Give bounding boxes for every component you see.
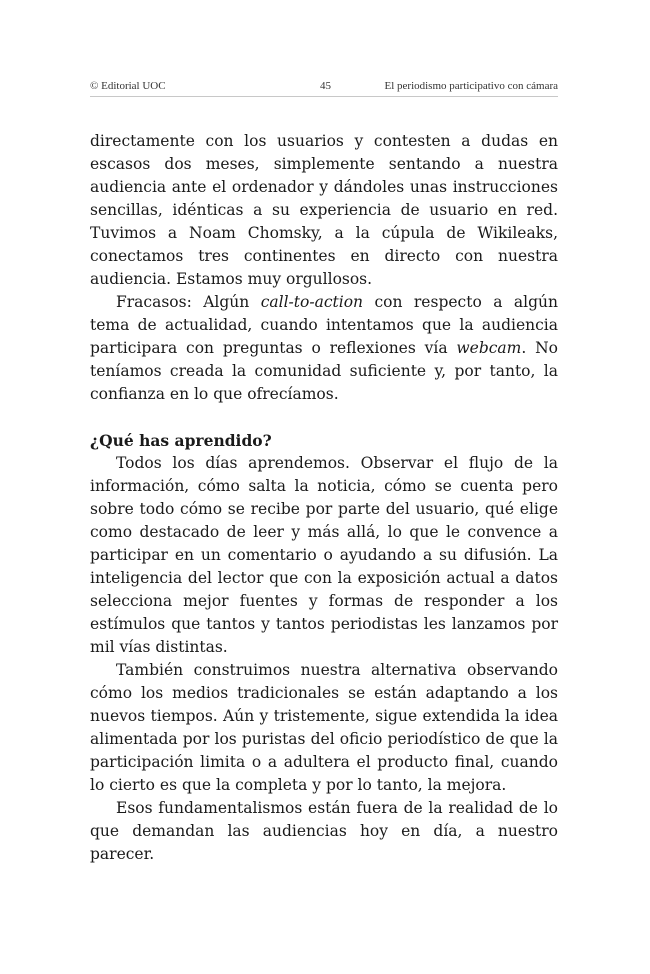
paragraph-fracasos-part-e: . No teníamos creada la comunidad suficiente y, por tanto, la confianza en lo que ofrecíamos. bbox=[90, 339, 559, 403]
body-text bbox=[90, 130, 558, 866]
running-header bbox=[90, 80, 558, 96]
section-spacer bbox=[90, 406, 558, 429]
section-heading: ¿Qué has aprendido? bbox=[90, 431, 272, 450]
paragraph-fracasos bbox=[90, 291, 558, 406]
call-to-action-term: call-to-action bbox=[260, 293, 364, 311]
page-number: 45 bbox=[320, 80, 331, 92]
publisher-label: © Editorial UOC bbox=[90, 80, 166, 92]
paragraph-fracasos-part-c: con respecto a algún tema de actualidad, cuando intentamos que la audiencia participara con preguntas o reflexiones vía bbox=[90, 293, 558, 357]
paragraph-alternativa: También construimos nuestra alternativa observando cómo los medios tradicionales se están adaptando a los nuevos tiempos. Aún y tristemente, sigue extendida la idea alimentada por los puristas del oficio periodístico de que la participación limita o a adultera el producto final, cuando lo cierto es que la completa y por lo tanto, la mejora. bbox=[90, 661, 558, 794]
chapter-title: El periodismo participativo con cámara bbox=[384, 80, 558, 92]
header-divider bbox=[90, 96, 558, 97]
paragraph-fracasos-part-a: Fracasos: Algún bbox=[116, 293, 261, 311]
paragraph-continued: directamente con los usuarios y contesten a dudas en escasos dos meses, simplemente sentando a nuestra audiencia ante el ordenador y dándoles unas instrucciones sencillas, idénticas a su experiencia de usuario en red. Tuvimos a Noam Chomsky, a la cúpula de Wikileaks, conectamos tres continentes en directo con nuestra audiencia. Estamos muy orgullosos. bbox=[90, 132, 558, 288]
paragraph-fundamentalismos: Esos fundamentalismos están fuera de la realidad de lo que demandan las audiencias hoy en día, a nuestro parecer. bbox=[90, 799, 558, 863]
webcam-term: webcam bbox=[456, 339, 522, 357]
paragraph-aprendemos: Todos los días aprendemos. Observar el flujo de la información, cómo salta la noticia, cómo se cuenta pero sobre todo cómo se recibe por parte del usuario, qué elige como destacado de leer y más allá, lo que le convence a participar en un comentario o ayudando a su difusión. La inteligencia del lector que con la exposición actual a datos selecciona mejor fuentes y formas de responder a los estímulos que tantos y tantos periodistas les lanzamos por mil vías distintas. bbox=[90, 454, 558, 656]
